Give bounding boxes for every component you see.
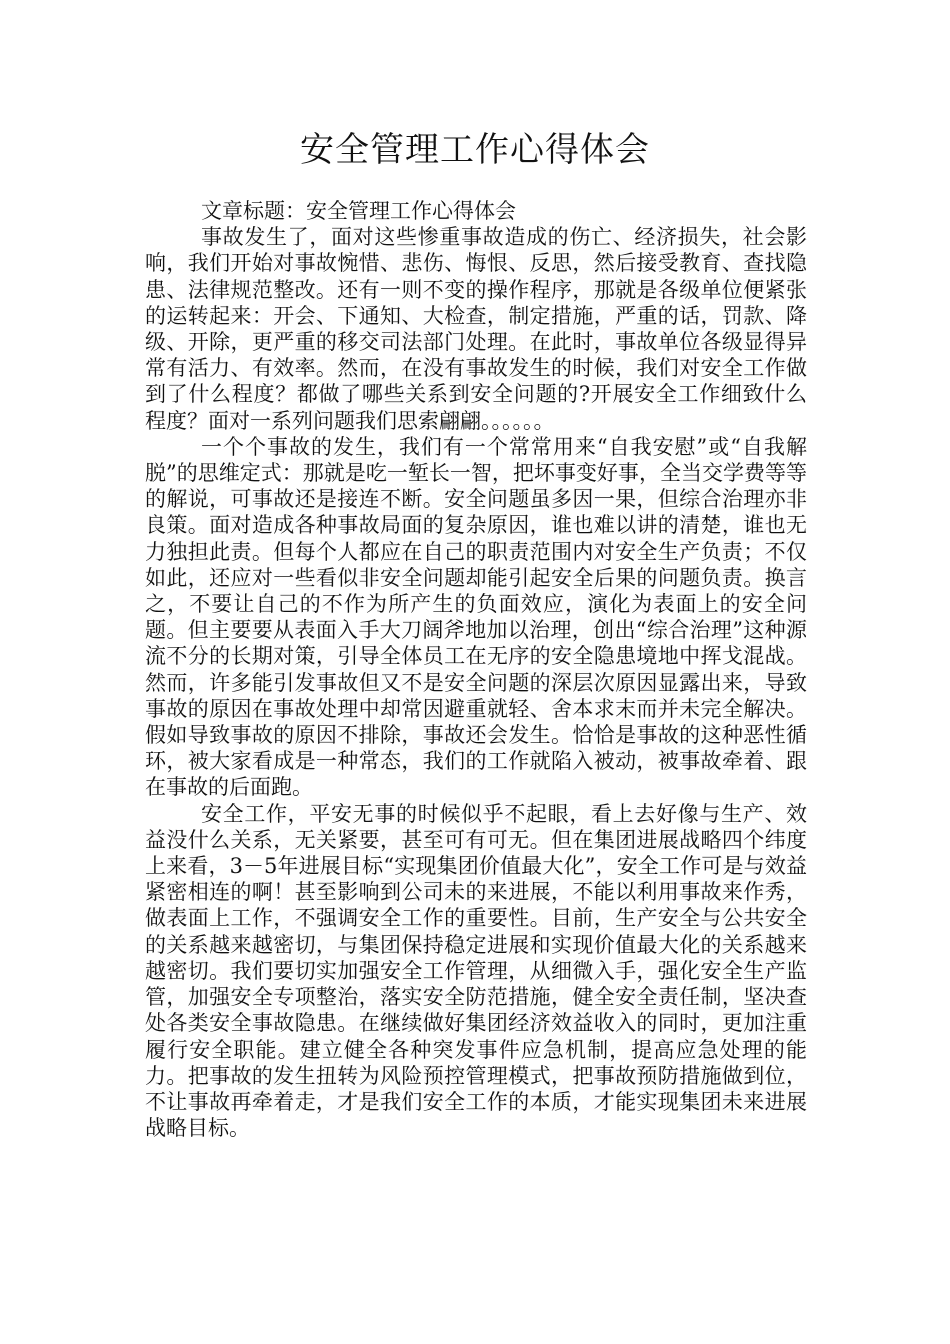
document-body [145,198,807,1141]
paragraph-3: 安全工作，平安无事的时候似乎不起眼，看上去好像与生产、效益没什么关系，无关紧要，甚至可有可无。但在集团进展战略四个纬度上来看，3－5年进展目标“实现集团价值最大化”，安全工作可是与效益紧密相连的啊！甚至影响到公司未的来进展，不能以利用事故来作秀，做表面上工作，不强调安全工作的重要性。目前，生产安全与公共安全的关系越来越密切，与集团保持稳定进展和实现价值最大化的关系越来越密切。我们要切实加强安全工作管理，从细微入手，强化安全生产监管，加强安全专项整治，落实安全防范措施，健全安全责任制，坚决查处各类安全事故隐患。在继续做好集团经济效益收入的同时，更加注重履行安全职能。建立健全各种突发事件应急机制，提高应急处理的能力。把事故的发生扭转为风险预控管理模式，把事故预防措施做到位，不让事故再牵着走，才是我们安全工作的本质，才能实现集团未来进展战略目标。 [145,801,807,1141]
paragraph-1: 事故发生了，面对这些惨重事故造成的伤亡、经济损失，社会影响，我们开始对事故惋惜、悲伤、悔恨、反思，然后接受教育、查找隐患、法律规范整改。还有一则不变的操作程序，那就是各级单位便紧张的运转起来：开会、下通知、大检查，制定措施，严重的话，罚款、降级、开除，更严重的移交司法部门处理。在此时，事故单位各级显得异常有活力、有效率。然而，在没有事故发生的时候，我们对安全工作做到了什么程度？都做了哪些关系到安全问题的?开展安全工作细致什么程度？面对一系列问题我们思索翩翩。。。。。。 [145,225,807,433]
document-title: 安全管理工作心得体会 [300,130,650,170]
paragraph-2: 一个个事故的发生，我们有一个常常用来“自我安慰”或“自我解脱”的思维定式：那就是吃一堑长一智，把坏事变好事，全当交学费等等的解说，可事故还是接连不断。安全问题虽多因一果，但综合治理亦非良策。面对造成各种事故局面的复杂原因，谁也难以讲的清楚，谁也无力独担此责。但每个人都应在自己的职责范围内对安全生产负责；不仅如此，还应对一些看似非安全问题却能引起安全后果的问题负责。换言之，不要让自己的不作为所产生的负面效应，演化为表面上的安全问题。但主要要从表面入手大刀阔斧地加以治理，创出“综合治理”这种源流不分的长期对策，引导全体员工在无序的安全隐患境地中挥戈混战。然而，许多能引发事故但又不是安全问题的深层次原因显露出来，导致事故的原因在事故处理中却常因避重就轻、舍本求末而并未完全解决。假如导致事故的原因不排除，事故还会发生。恰恰是事故的这种恶性循环，被大家看成是一种常态，我们的工作就陷入被动，被事故牵着、跟在事故的后面跑。 [145,434,807,800]
article-title-line: 文章标题：安全管理工作心得体会 [201,199,516,223]
